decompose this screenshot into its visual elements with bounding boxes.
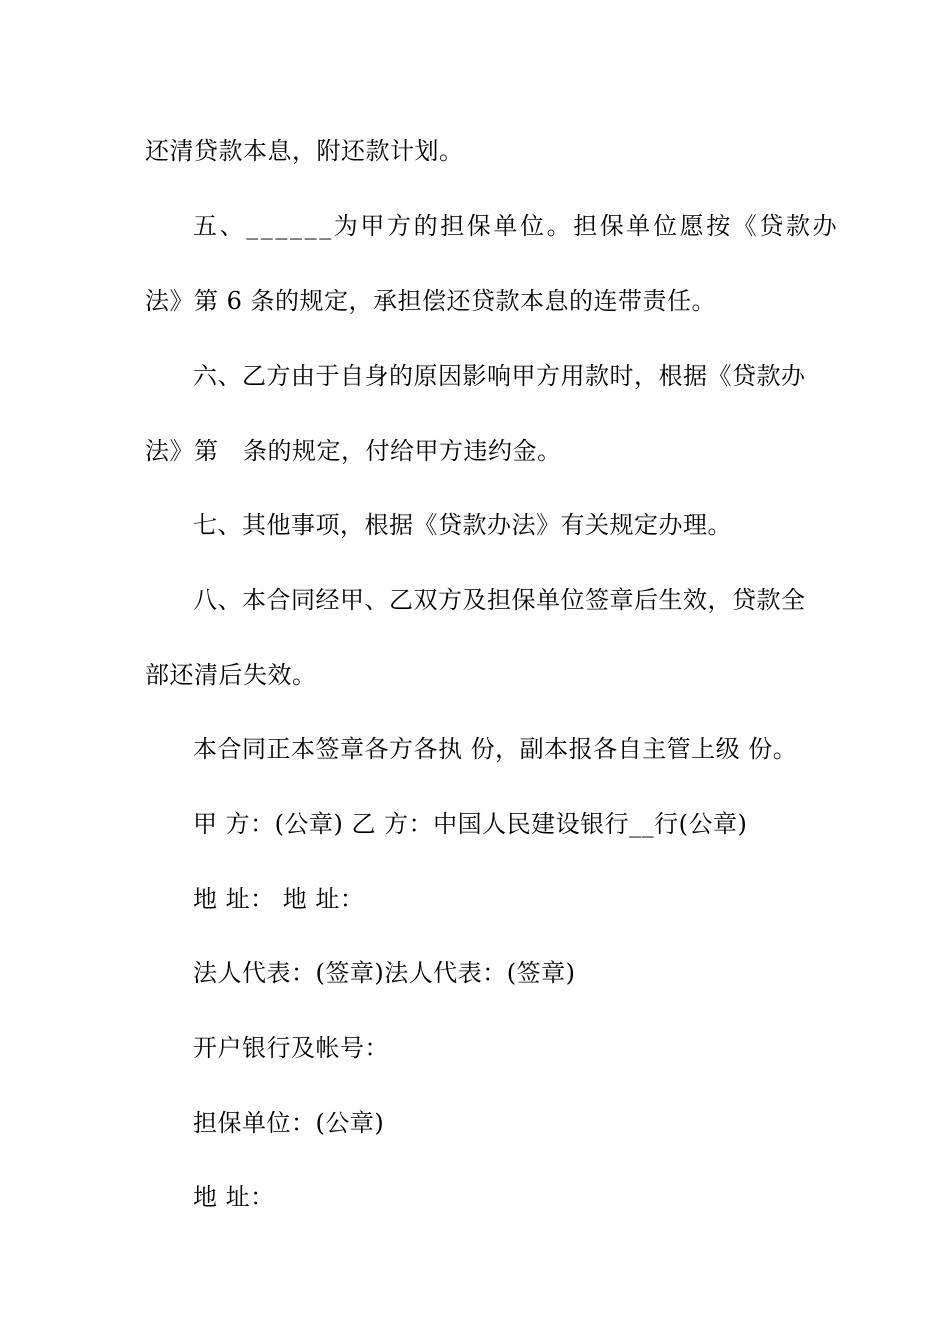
text-line-guarantor: 担保单位：(公章) (193, 1109, 385, 1137)
text-line-parties: 甲 方：(公章) 乙 方：中国人民建设银行__行(公章) (193, 810, 748, 838)
text-line-addresses: 地 址： 地 址： (193, 885, 365, 913)
text-line-repayment-plan: 还清贷款本息，附还款计划。 (145, 137, 464, 165)
text-line-clause-6-end: 法》第 条的规定，付给甲方违约金。 (145, 437, 562, 465)
text-line-clause-7: 七、其他事项，根据《贷款办法》有关规定办理。 (193, 511, 732, 539)
text-line-copies: 本合同正本签章各方各执 份，副本报各自主管上级 份。 (193, 735, 798, 763)
text-line-clause-5-start: 五、______为甲方的担保单位。担保单位愿按《贷款办 (193, 212, 840, 240)
text-line-guarantor-address: 地 址： (193, 1183, 275, 1211)
text-line-clause-5-end: 法》第 6 条的规定，承担偿还贷款本息的连带责任。 (145, 287, 717, 315)
text-line-clause-8-start: 八、本合同经甲、乙双方及担保单位签章后生效，贷款全 (193, 586, 806, 614)
text-line-legal-representatives: 法人代表：(签章)法人代表：(签章) (193, 959, 576, 987)
text-line-clause-8-end: 部还清后失效。 (145, 661, 317, 689)
text-line-bank-account: 开户银行及帐号： (193, 1034, 389, 1062)
text-line-clause-6-start: 六、乙方由于自身的原因影响甲方用款时，根据《贷款办 (193, 362, 806, 390)
